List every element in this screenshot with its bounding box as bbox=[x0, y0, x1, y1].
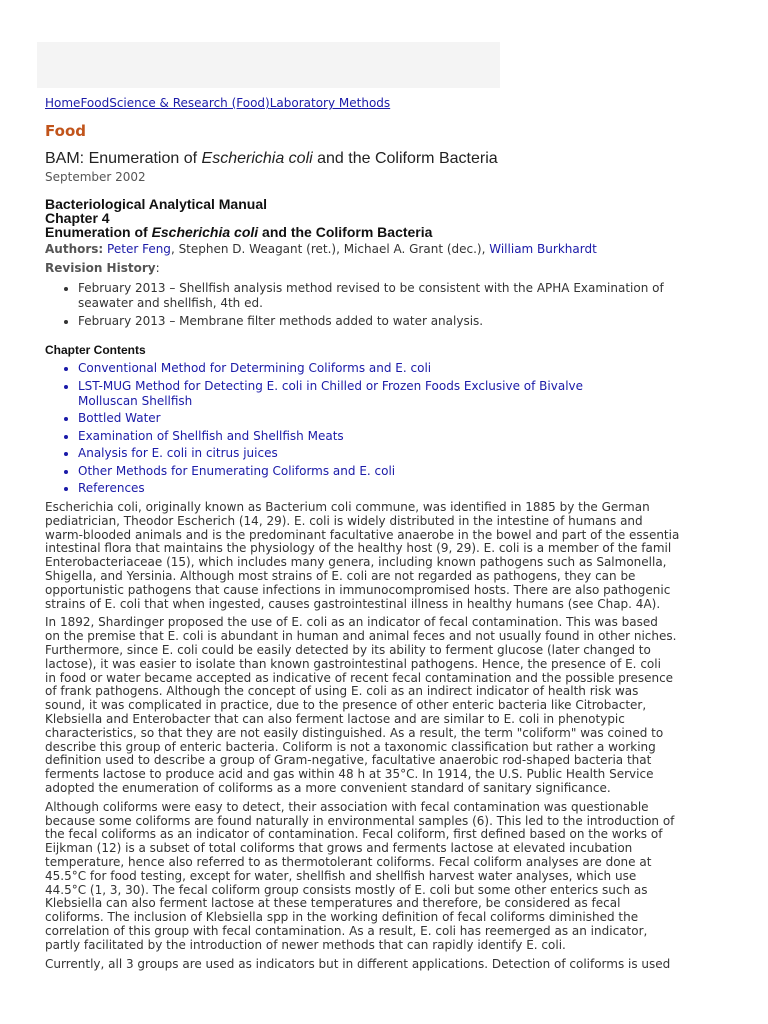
revision-label: Revision History bbox=[45, 261, 156, 275]
chapter-number: Chapter 4 bbox=[45, 210, 110, 226]
toc-item bbox=[78, 411, 768, 426]
author-link-feng[interactable]: Peter Feng bbox=[107, 242, 171, 256]
body-paragraph bbox=[45, 801, 768, 953]
toc-item bbox=[78, 464, 768, 479]
toc-item bbox=[78, 379, 768, 409]
page-title bbox=[45, 150, 768, 168]
paragraph-line: Although coliforms were easy to detect, their association with fecal contamination was questionable bbox=[45, 799, 649, 814]
chapter-title-ecoli: Escherichia coli bbox=[151, 224, 259, 240]
paragraph-line: intestinal flora that maintains the physiology of the healthy host (9, 29). E. coli is a member of the famil bbox=[45, 541, 672, 556]
paragraph-line: on the premise that E. coli is abundant in human and animal feces and not usually found in other niches. bbox=[45, 629, 677, 644]
paragraph-line: correlation of this group with fecal contamination. As a result, E. coli has reemerged as an indicator, bbox=[45, 923, 648, 938]
publish-date: September 2002 bbox=[45, 170, 146, 184]
paragraph-line: Furthermore, since E. coli could be easily detected by its ability to ferment glucose (later changed to bbox=[45, 642, 651, 657]
revision-text: seawater and shellfish, 4th ed. bbox=[78, 296, 263, 310]
breadcrumb-food[interactable]: Food bbox=[80, 96, 110, 110]
revision-item bbox=[78, 314, 768, 329]
breadcrumb-lab-methods[interactable]: Laboratory Methods bbox=[269, 96, 391, 110]
paragraph-line: lactose), it was easier to isolate than known gastrointestinal pathogens. Hence, the presence of E. coli bbox=[45, 656, 661, 671]
paragraph-line: definition used to describe a group of Gram-negative, facultative anaerobic rod-shaped bacteria that bbox=[45, 753, 652, 768]
chapter-title-suffix: and the Coliform Bacteria bbox=[258, 224, 433, 240]
paragraph-line: partly facilitated by the introduction of newer methods that can rapidly identify E. coli. bbox=[45, 937, 566, 952]
paragraph-line: strains of E. coli that when ingested, causes gastrointestinal illness in healthy humans (see Chap. 4A). bbox=[45, 596, 661, 611]
chapter-title bbox=[45, 225, 768, 239]
body-text bbox=[45, 501, 768, 971]
body-paragraph bbox=[45, 501, 768, 611]
paragraph-line: opportunistic pathogens that cause infections in immunocompromised hosts. There are also pathogenic bbox=[45, 582, 671, 597]
section-heading: Food bbox=[45, 122, 86, 140]
paragraph-line: in food or water became accepted as indicative of recent fecal contamination and the possible presence bbox=[45, 670, 674, 685]
revision-history-heading: Revision History: bbox=[45, 261, 160, 275]
paragraph-line: adopted the enumeration of coliforms as a more convenient standard of sanitary significance. bbox=[45, 780, 611, 795]
paragraph-line: Klebsiella can also ferment lactose at these temperatures and therefore, be considered as fecal bbox=[45, 896, 621, 911]
paragraph-line: Eijkman (12) is a subset of total coliforms that grows and ferments lactose at elevated incubation bbox=[45, 841, 633, 856]
toc-link-text: Molluscan Shellfish bbox=[78, 393, 193, 408]
paragraph-line: Shigella, and Yersinia. Although most strains of E. coli are not regarded as pathogens, they can be bbox=[45, 568, 636, 583]
paragraph-line: In 1892, Shardinger proposed the use of E. coli as an indicator of fecal contamination. This was based bbox=[45, 615, 658, 630]
breadcrumb-science-research[interactable]: Science & Research (Food) bbox=[109, 96, 270, 110]
toc-item bbox=[78, 429, 768, 444]
author-link-burkhardt[interactable]: William Burkhardt bbox=[489, 242, 597, 256]
paragraph-line: because some coliforms are found naturally in environmental samples (6). This led to the introduction of bbox=[45, 813, 675, 828]
toc-item bbox=[78, 361, 768, 376]
toc-item bbox=[78, 481, 768, 496]
revision-text: • February 2013 – Membrane filter methods added to water analysis. bbox=[78, 314, 484, 328]
paragraph-line: Escherichia coli, originally known as Bacterium coli commune, was identified in 1885 by the German bbox=[45, 500, 650, 514]
manual-heading bbox=[45, 197, 768, 239]
title-prefix: BAM: Enumeration of bbox=[45, 150, 202, 167]
paragraph-line: of frank pathogens. Although the concept of using E. coli as an indirect indicator of health risk was bbox=[45, 684, 639, 699]
paragraph-line: Klebsiella and Enterobacter that can also ferment lactose and are similar to E. coli in phenotypic bbox=[45, 711, 625, 726]
body-paragraph bbox=[45, 616, 768, 795]
chapter-contents-heading: Chapter Contents bbox=[45, 343, 146, 357]
authors-text: , Stephen D. Weagant (ret.), Michael A. Grant (dec.), bbox=[170, 242, 490, 256]
paragraph-line: pediatrician, Theodor Escherich (14, 29). E. coli is widely distributed in the intestine of humans and bbox=[45, 513, 643, 528]
authors-label: Authors: bbox=[45, 242, 104, 256]
toc-link-conventional-method[interactable]: Conventional Method for Determining Coliforms and E. coli bbox=[78, 361, 432, 375]
title-ecoli: Escherichia coli bbox=[201, 150, 313, 167]
paragraph-line: 44.5°C (1, 3, 30). The fecal coliform group consists mostly of E. coli but some other enterics such as bbox=[45, 882, 648, 897]
toc-link-citrus-juices[interactable]: Analysis for E. coli in citrus juices bbox=[78, 446, 278, 460]
toc-link-other-methods[interactable]: Other Methods for Enumerating Coliforms and E. coli bbox=[78, 463, 396, 478]
paragraph-line: the fecal coliforms as an indicator of contamination. Fecal coliform, first defined based on the works of bbox=[45, 827, 663, 842]
paragraph-line: Enterobacteriaceae (15), which includes many genera, including known pathogens such as Salmonella, bbox=[45, 555, 667, 570]
paragraph-line: 45.5°C for food testing, except for water, shellfish and shellfish harvest water analyses, which use bbox=[45, 868, 637, 883]
article bbox=[45, 95, 768, 971]
breadcrumb-home[interactable]: Home bbox=[45, 96, 81, 110]
revision-item bbox=[78, 281, 768, 311]
revision-list bbox=[45, 281, 768, 329]
chapter-contents-list bbox=[45, 361, 768, 496]
paragraph-line: describe this group of enteric bacteria. Coliform is not a taxonomic classification but rather a working bbox=[45, 739, 656, 754]
paragraph-line: sound, it was complicated in practice, due to the presence of other enteric bacteria like Citrobacter, bbox=[45, 698, 647, 713]
toc-item bbox=[78, 446, 768, 461]
chapter-title-prefix: Enumeration of bbox=[45, 224, 152, 240]
paragraph-line: temperature, hence also referred to as thermotolerant coliforms. Fecal coliform analyses are done at bbox=[45, 854, 652, 869]
breadcrumb bbox=[45, 95, 768, 113]
toc-link-shellfish[interactable]: Examination of Shellfish and Shellfish Meats bbox=[78, 428, 344, 443]
revision-text: • February 2013 – Shellfish analysis method revised to be consistent with the APHA Examination of bbox=[78, 281, 664, 295]
paragraph-line: ferments lactose to produce acid and gas within 48 h at 35°C. In 1914, the U.S. Public Health Service bbox=[45, 767, 654, 782]
manual-title: Bacteriological Analytical Manual bbox=[45, 196, 267, 212]
header-banner bbox=[37, 42, 500, 88]
paragraph-line: warm-blooded animals and is the predominant facultative anaerobe in the bowel and part of the essentia bbox=[45, 527, 680, 542]
body-paragraph bbox=[45, 958, 768, 972]
toc-link-text: • LST-MUG Method for Detecting E. coli in Chilled or Frozen Foods Exclusive of Bivalve bbox=[78, 378, 584, 393]
paragraph-line: characteristics, so that they are not easily distinguished. As a result, the term "coliform" was coined to bbox=[45, 725, 664, 740]
title-suffix: and the Coliform Bacteria bbox=[312, 150, 498, 167]
toc-link-lst-mug[interactable] bbox=[78, 379, 768, 409]
authors-line bbox=[45, 241, 768, 258]
toc-link-bottled-water[interactable]: Bottled Water bbox=[78, 411, 161, 425]
paragraph-line: Currently, all 3 groups are used as indicators but in different applications. Detection of coliforms is used bbox=[45, 956, 671, 971]
toc-link-references[interactable]: References bbox=[78, 481, 145, 495]
paragraph-line: coliforms. The inclusion of Klebsiella spp in the working definition of fecal coliforms diminished the bbox=[45, 910, 639, 925]
